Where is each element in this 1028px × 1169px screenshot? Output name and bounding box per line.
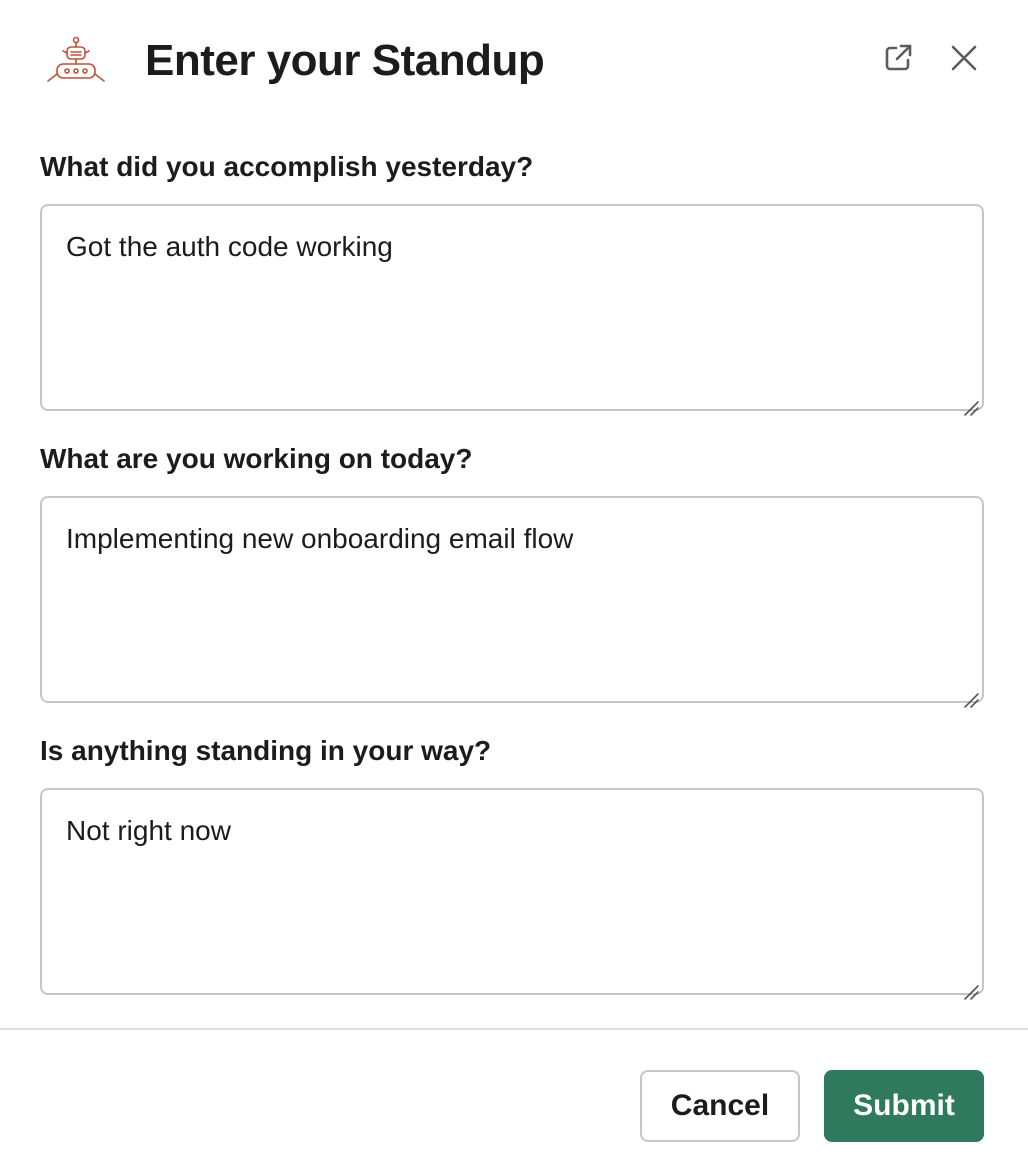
yesterday-label: What did you accomplish yesterday? bbox=[40, 151, 534, 182]
footer-divider bbox=[0, 1028, 1028, 1030]
popout-button[interactable] bbox=[876, 38, 920, 82]
robot-icon bbox=[44, 36, 108, 86]
blockers-textarea[interactable] bbox=[40, 788, 984, 995]
close-icon bbox=[951, 45, 977, 76]
yesterday-textarea[interactable] bbox=[40, 204, 984, 411]
yesterday-value: Got the auth code working bbox=[66, 231, 393, 262]
cancel-button[interactable]: Cancel bbox=[640, 1070, 800, 1142]
close-button[interactable] bbox=[942, 38, 986, 82]
resize-handle-icon[interactable] bbox=[962, 389, 980, 407]
modal-title: Enter your Standup bbox=[145, 36, 545, 85]
today-value: Implementing new onboarding email flow bbox=[66, 523, 574, 554]
blockers-label: Is anything standing in your way? bbox=[40, 735, 492, 766]
blockers-value: Not right now bbox=[66, 815, 231, 846]
submit-button[interactable]: Submit bbox=[824, 1070, 984, 1142]
today-label: What are you working on today? bbox=[40, 443, 473, 474]
resize-handle-icon[interactable] bbox=[962, 973, 980, 991]
external-link-icon bbox=[883, 43, 913, 78]
resize-handle-icon[interactable] bbox=[962, 681, 980, 699]
today-textarea[interactable] bbox=[40, 496, 984, 703]
modal-header bbox=[0, 0, 1028, 120]
